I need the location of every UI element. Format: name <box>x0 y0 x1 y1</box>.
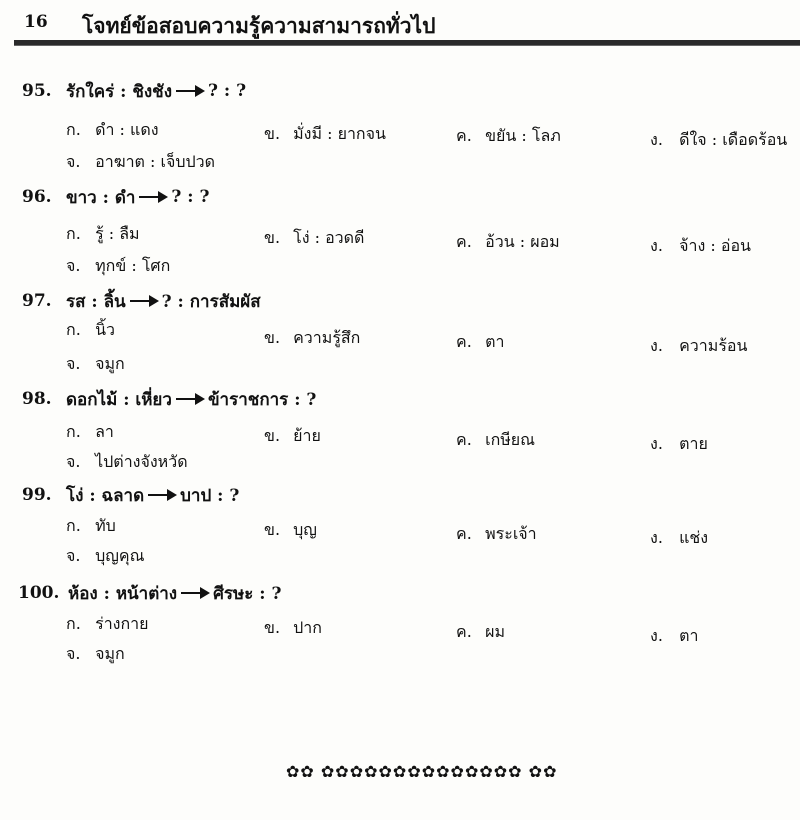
choice-text: พระเจ้า <box>485 524 537 543</box>
footer-ornament: ✿✿ ✿✿✿✿✿✿✿✿✿✿✿✿✿✿ ✿✿ <box>286 762 558 781</box>
choice-text: ตา <box>679 626 699 645</box>
question-number: 96. <box>22 187 52 207</box>
arrow-icon <box>138 190 168 204</box>
choice-ko[interactable] <box>66 514 116 539</box>
book-title: โจทย์ข้อสอบความรู้ความสามารถทั่วไป <box>82 13 436 38</box>
choice-text: จมูก <box>95 644 125 663</box>
choice-letter: ค. <box>456 232 472 251</box>
choice-text: ทุกข์ : โศก <box>95 256 171 275</box>
header-rule <box>14 40 800 46</box>
choice-cho[interactable] <box>66 642 125 667</box>
choice-kho[interactable] <box>264 226 364 251</box>
arrow-icon <box>147 488 177 502</box>
choice-text: ย้าย <box>293 426 321 445</box>
choice-text: เกษียณ <box>485 430 536 449</box>
choice-letter: จ. <box>66 546 81 565</box>
choice-ngo[interactable] <box>650 624 698 649</box>
choice-text: ลา <box>95 422 114 441</box>
choice-text: ขยัน : โลภ <box>485 126 561 145</box>
choice-kho-khwai[interactable] <box>456 230 560 255</box>
question-97 <box>0 288 800 384</box>
question-100 <box>0 580 800 676</box>
question-number: 100. <box>18 583 60 603</box>
question-stem <box>22 184 209 210</box>
question-number: 95. <box>22 81 52 101</box>
question-stem <box>22 288 261 314</box>
choice-cho[interactable] <box>66 544 144 569</box>
choice-letter: ง. <box>650 236 663 255</box>
choice-letter: ข. <box>264 426 281 445</box>
choice-ngo[interactable] <box>650 334 747 359</box>
choice-letter: ข. <box>264 618 281 637</box>
analogy-right: ? : การสัมผัส <box>161 291 261 312</box>
choice-text: จ้าง : อ่อน <box>679 236 751 255</box>
choice-text: ตา <box>485 332 505 351</box>
choice-letter: ก. <box>66 224 81 243</box>
analogy-left: ดอกไม้ : เหี่ยว <box>66 389 172 410</box>
choice-ko[interactable] <box>66 612 149 637</box>
choice-ko[interactable] <box>66 222 140 247</box>
arrow-icon <box>175 84 205 98</box>
question-98 <box>0 386 800 482</box>
choice-letter: ก. <box>66 320 81 339</box>
choice-kho[interactable] <box>264 616 322 641</box>
analogy-left: รักใคร่ : ชิงชัง <box>66 81 173 102</box>
choice-letter: ค. <box>456 332 472 351</box>
choice-letter: ก. <box>66 422 81 441</box>
choice-text: ดำ : แดง <box>95 120 159 139</box>
choice-letter: ข. <box>264 520 281 539</box>
choice-cho[interactable] <box>66 150 215 175</box>
analogy-left: ขาว : ดำ <box>66 187 136 208</box>
choice-letter: ก. <box>66 120 81 139</box>
analogy-left: ห้อง : หน้าต่าง <box>68 583 178 604</box>
choice-ko[interactable] <box>66 420 114 445</box>
choice-letter: ก. <box>66 614 81 633</box>
choice-text: ความร้อน <box>679 336 748 355</box>
choice-cho[interactable] <box>66 450 188 475</box>
choice-text: ทับ <box>95 516 116 535</box>
choice-ngo[interactable] <box>650 432 708 457</box>
analogy-right: ข้าราชการ : ? <box>207 389 317 410</box>
question-96 <box>0 184 800 280</box>
choice-letter: ค. <box>456 622 472 641</box>
choice-letter: จ. <box>66 644 81 663</box>
choice-kho[interactable] <box>264 424 321 449</box>
question-number: 98. <box>22 389 52 409</box>
choice-text: จมูก <box>95 354 125 373</box>
choice-text: แช่ง <box>679 528 709 547</box>
choice-ngo[interactable] <box>650 234 751 259</box>
choice-text: ร่างกาย <box>95 614 149 633</box>
choice-text: นิ้ว <box>95 320 116 339</box>
choice-cho[interactable] <box>66 254 170 279</box>
choice-text: อ้วน : ผอม <box>485 232 560 251</box>
choice-letter: ค. <box>456 126 472 145</box>
choice-letter: จ. <box>66 256 81 275</box>
choice-letter: ก. <box>66 516 81 535</box>
analogy-right: ? : ? <box>171 187 210 207</box>
choice-letter: ง. <box>650 130 663 149</box>
choice-ko[interactable] <box>66 118 159 143</box>
choice-text: บุญคุณ <box>95 546 145 565</box>
choice-letter: จ. <box>66 354 81 373</box>
choice-letter: จ. <box>66 152 81 171</box>
choice-kho-khwai[interactable] <box>456 428 535 453</box>
question-stem <box>22 78 246 104</box>
question-number: 97. <box>22 291 52 311</box>
choice-text: ตาย <box>679 434 708 453</box>
choice-cho[interactable] <box>66 352 125 377</box>
analogy-right: ? : ? <box>208 81 247 101</box>
choice-kho[interactable] <box>264 518 317 543</box>
analogy-left: โง่ : ฉลาด <box>66 485 145 506</box>
choice-letter: ข. <box>264 124 281 143</box>
choice-text: มั่งมี : ยากจน <box>293 124 386 143</box>
choice-letter: ง. <box>650 336 663 355</box>
choice-ko[interactable] <box>66 318 115 343</box>
choice-letter: ค. <box>456 430 472 449</box>
question-stem <box>22 482 239 508</box>
arrow-icon <box>175 392 205 406</box>
choice-text: ไปต่างจังหวัด <box>95 452 188 471</box>
question-stem <box>18 580 281 606</box>
choice-letter: ง. <box>650 626 663 645</box>
choice-text: ความรู้สึก <box>293 328 361 347</box>
choice-letter: ง. <box>650 528 663 547</box>
choice-kho-khwai[interactable] <box>456 620 505 645</box>
choice-kho[interactable] <box>264 122 386 147</box>
question-95 <box>0 78 800 174</box>
choice-kho-khwai[interactable] <box>456 330 504 355</box>
page-header <box>0 0 800 50</box>
analogy-right: ศีรษะ : ? <box>213 583 282 604</box>
choice-kho[interactable] <box>264 326 360 351</box>
choice-text: บุญ <box>293 520 317 539</box>
choice-text: ดีใจ : เดือดร้อน <box>679 130 788 149</box>
analogy-left: รส : ลิ้น <box>66 291 126 312</box>
choice-letter: ข. <box>264 228 281 247</box>
choice-text: ผม <box>485 622 506 641</box>
choice-ngo[interactable] <box>650 128 787 153</box>
arrow-icon <box>129 294 159 308</box>
choice-text: อาฆาต : เจ็บปวด <box>95 152 216 171</box>
choice-text: ปาก <box>293 618 322 637</box>
question-99 <box>0 482 800 578</box>
question-stem <box>22 386 316 412</box>
choice-letter: ง. <box>650 434 663 453</box>
choice-ngo[interactable] <box>650 526 708 551</box>
choice-text: รู้ : ลืม <box>95 224 140 243</box>
arrow-icon <box>180 586 210 600</box>
choice-kho-khwai[interactable] <box>456 124 561 149</box>
choice-text: โง่ : อวดดี <box>293 228 365 247</box>
analogy-right: บาป : ? <box>180 485 240 506</box>
page-number: 16 <box>24 12 48 32</box>
choice-letter: ข. <box>264 328 281 347</box>
choice-kho-khwai[interactable] <box>456 522 537 547</box>
choice-letter: จ. <box>66 452 81 471</box>
question-number: 99. <box>22 485 52 505</box>
choice-letter: ค. <box>456 524 472 543</box>
